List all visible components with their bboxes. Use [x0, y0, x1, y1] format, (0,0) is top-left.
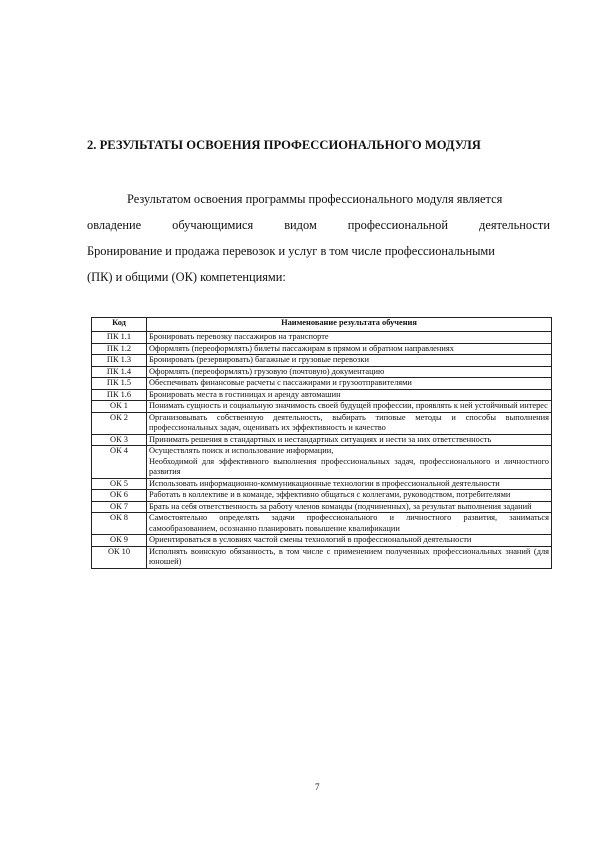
competency-code: ПК 1.6	[92, 389, 147, 401]
intro-paragraph	[87, 186, 550, 290]
competency-code: ПК 1.5	[92, 378, 147, 390]
competency-code: ОК 4	[92, 446, 147, 479]
competency-code: ОК 8	[92, 513, 147, 535]
paragraph-word: видом	[284, 218, 317, 232]
competency-code: ПК 1.1	[92, 332, 147, 344]
paragraph-word: обучающимися	[172, 218, 254, 232]
table-row	[92, 366, 552, 378]
column-header-code: Код	[92, 318, 147, 332]
competency-code: ОК 9	[92, 535, 147, 547]
paragraph-word: овладение	[87, 218, 142, 232]
competency-name: Исполнять воинскую обязанность, в том числе с применением полученных профессиональных знаний (для юношей)	[147, 546, 552, 568]
competency-code: ПК 1.3	[92, 355, 147, 367]
table-row	[92, 412, 552, 434]
competency-code: ОК 7	[92, 501, 147, 513]
paragraph-word: профессиональной	[347, 218, 449, 232]
paragraph-line-4: (ПК) и общими (ОК) компетенциями:	[87, 270, 286, 284]
column-header-name: Наименование результата обучения	[147, 318, 552, 332]
competency-code: ОК 5	[92, 478, 147, 490]
table-row	[92, 501, 552, 513]
table-row	[92, 343, 552, 355]
table-row	[92, 546, 552, 568]
competency-name: Осуществлять поиск и использование информации, Необходимой для эффективного выполнения профессиональных задач, профессионального и личностного развития	[147, 446, 552, 479]
competency-name: Оформлять (переоформлять) грузовую (почтовую) документацию	[147, 366, 552, 378]
table-row	[92, 401, 552, 413]
competency-name: Бронировать (резервировать) багажные и грузовые перевозки	[147, 355, 552, 367]
paragraph-line-1: Результатом освоения программы профессионального модуля является	[127, 192, 503, 206]
table-row	[92, 478, 552, 490]
competency-code: ОК 2	[92, 412, 147, 434]
competency-name: Работать в коллективе и в команде, эффективно общаться с коллегами, руководством, потребителями	[147, 490, 552, 502]
competencies-table	[91, 317, 552, 569]
page-number: 7	[315, 782, 320, 792]
table-row	[92, 434, 552, 446]
paragraph-line-3: Бронирование и продажа перевозок и услуг в том числе профессиональными	[87, 244, 495, 258]
table-body	[92, 332, 552, 569]
competency-name: Бронировать места в гостиницах и аренду автомашин	[147, 389, 552, 401]
table-row	[92, 446, 552, 479]
table-row	[92, 513, 552, 535]
competency-name: Бронировать перевозку пассажиров на транспорте	[147, 332, 552, 344]
competency-name: Организовывать собственную деятельность, выбирать типовые методы и способы выполнения профессиональных задач, оценивать их эффективность и качество	[147, 412, 552, 434]
competency-name: Ориентироваться в условиях частой смены технологий в профессиональной деятельности	[147, 535, 552, 547]
paragraph-line-2	[87, 212, 550, 238]
competency-code: ОК 3	[92, 434, 147, 446]
table-row	[92, 378, 552, 390]
table-row	[92, 535, 552, 547]
table-row	[92, 389, 552, 401]
competency-code: ОК 10	[92, 546, 147, 568]
competency-name: Брать на себя ответственность за работу членов команды (подчиненных), за результат выполнения заданий	[147, 501, 552, 513]
section-heading: 2. РЕЗУЛЬТАТЫ ОСВОЕНИЯ ПРОФЕССИОНАЛЬНОГО МОДУЛЯ	[87, 138, 481, 152]
paragraph-word: деятельности	[479, 218, 550, 232]
competency-code: ПК 1.2	[92, 343, 147, 355]
competency-name: Обеспечивать финансовые расчеты с пассажирами и грузоотправителями	[147, 378, 552, 390]
table-row	[92, 490, 552, 502]
table-header-row	[92, 318, 552, 332]
competency-name: Использовать информационно-коммуникационные технологии в профессиональной деятельности	[147, 478, 552, 490]
table-row	[92, 355, 552, 367]
competency-name: Оформлять (переоформлять) билеты пассажирам в прямом и обратном направлениях	[147, 343, 552, 355]
competency-name: Самостоятельно определять задачи профессионального и личностного развития, заниматься самообразованием, осознанно планировать повышение квалификации	[147, 513, 552, 535]
competency-name: Понимать сущность и социальную значимость своей будущей профессии, проявлять к ней устойчивый интерес	[147, 401, 552, 413]
competency-code: ОК 1	[92, 401, 147, 413]
competency-code: ОК 6	[92, 490, 147, 502]
table-row	[92, 332, 552, 344]
competency-name: Принимать решения в стандартных и нестандартных ситуациях и нести за них ответственность	[147, 434, 552, 446]
competency-code: ПК 1.4	[92, 366, 147, 378]
